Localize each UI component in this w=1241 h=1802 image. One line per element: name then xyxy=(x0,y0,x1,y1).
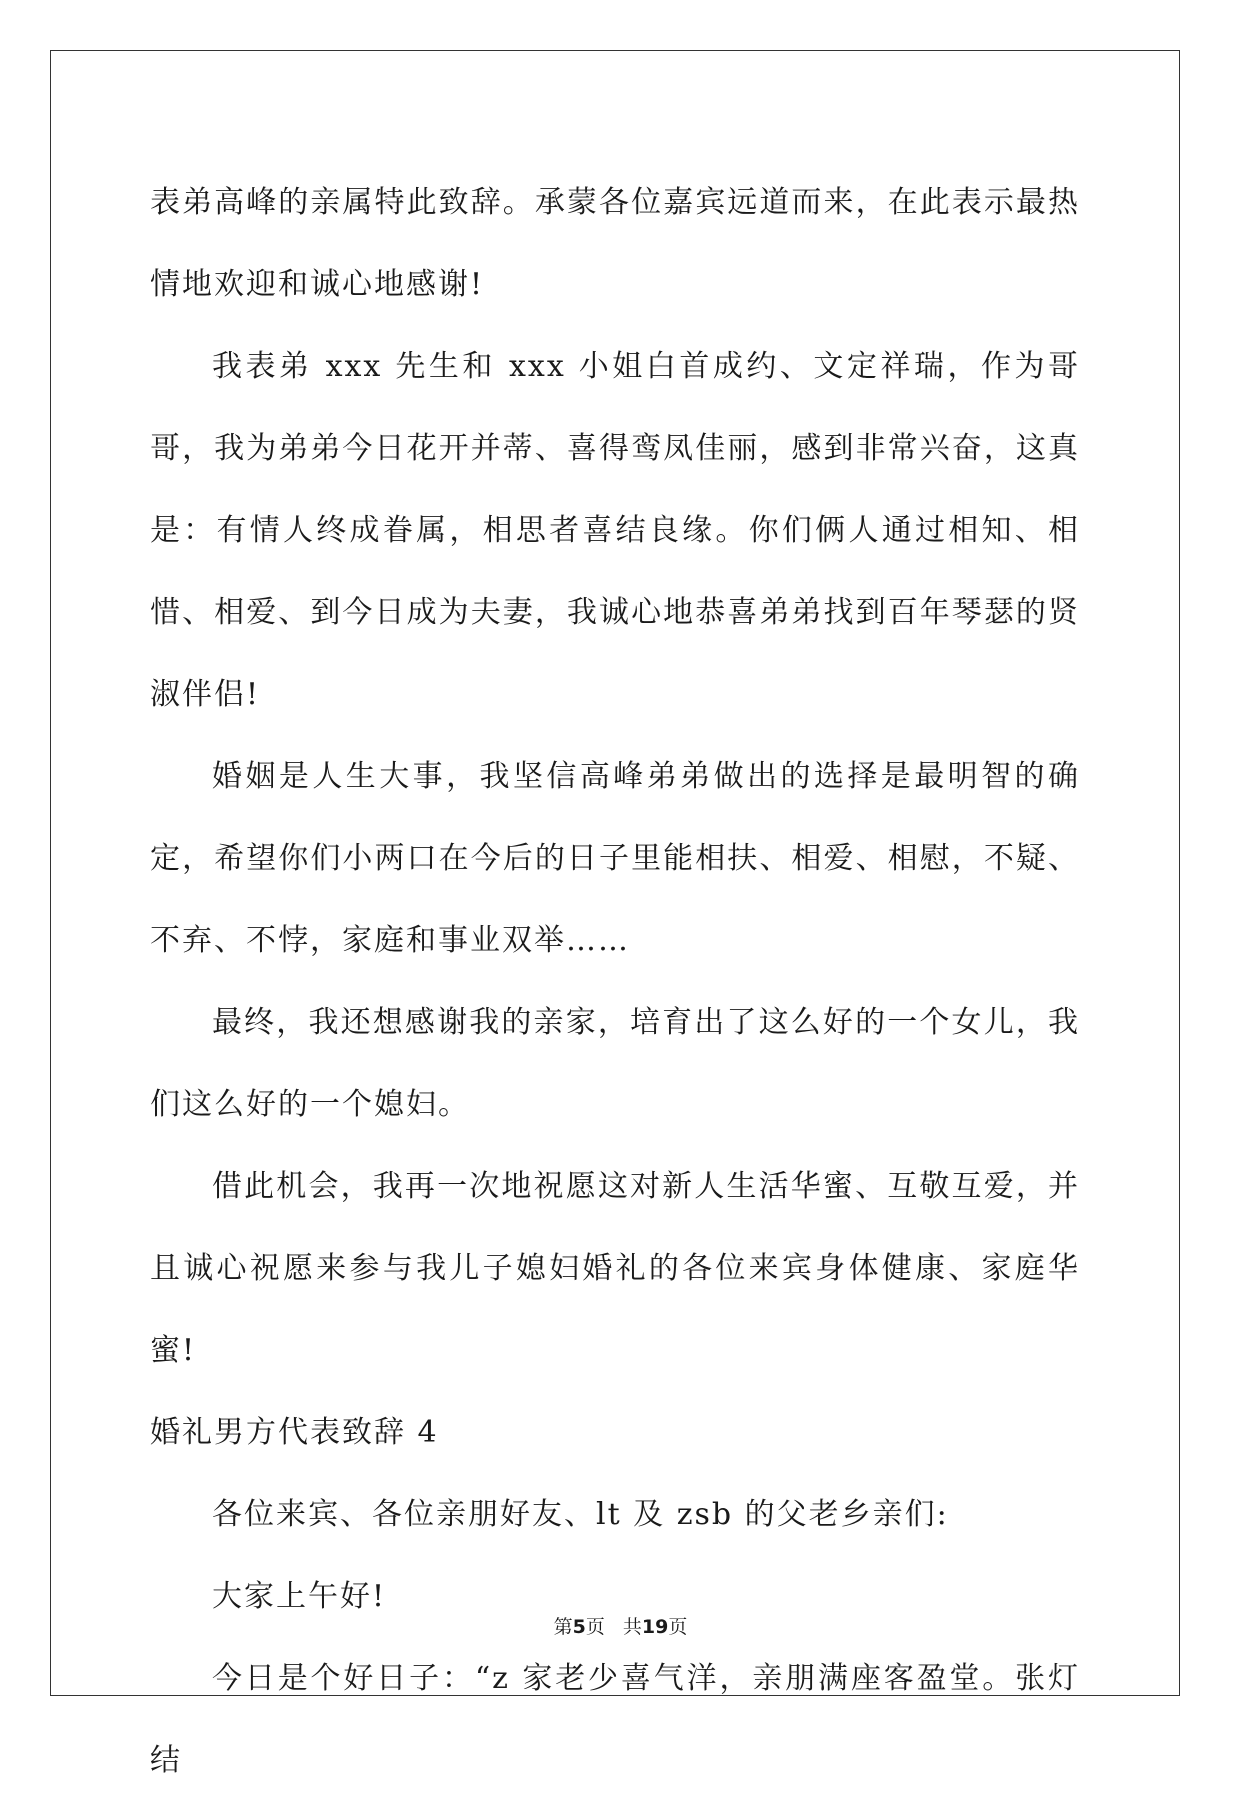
footer-total-suffix: 页 xyxy=(668,1616,688,1638)
footer-total-prefix: 共 xyxy=(622,1616,642,1638)
paragraph-opening: 今日是个好日子：“z 家老少喜气洋，亲朋满座客盈堂。张灯结 xyxy=(150,1661,1080,1778)
paragraph-3: 婚姻是人生大事，我坚信高峰弟弟做出的选择是最明智的确定，希望你们小两口在今后的日子里能相扶、相爱、相慰，不疑、不弃、不悖，家庭和事业双举…… xyxy=(150,759,1080,958)
paragraph-greeting-audience: 各位来宾、各位亲朋好友、lt 及 zsb 的父老乡亲们: xyxy=(212,1497,949,1532)
section-heading: 婚礼男方代表致辞 4 xyxy=(150,1415,439,1450)
page-footer xyxy=(0,1612,1241,1639)
document-body xyxy=(150,162,1080,1802)
footer-prefix: 第 xyxy=(553,1616,573,1638)
paragraph-greeting-morning: 大家上午好! xyxy=(212,1579,387,1614)
footer-total-pages: 19 xyxy=(641,1616,669,1638)
paragraph-1: 表弟高峰的亲属特此致辞。承蒙各位嘉宾远道而来，在此表示最热情地欢迎和诚心地感谢! xyxy=(150,185,1080,302)
footer-page-suffix: 页 xyxy=(585,1616,605,1638)
paragraph-2: 我表弟 xxx 先生和 xxx 小姐白首成约、文定祥瑞，作为哥哥，我为弟弟今日花开并蒂、喜得鸾凤佳丽，感到非常兴奋，这真是：有情人终成眷属，相思者喜结良缘。你们俩人通过相知、相惜、相爱、到今日成为夫妻，我诚心地恭喜弟弟找到百年琴瑟的贤淑伴侣! xyxy=(150,349,1080,712)
paragraph-5: 借此机会，我再一次地祝愿这对新人生活华蜜、互敬互爱，并且诚心祝愿来参与我儿子媳妇婚礼的各位来宾身体健康、家庭华蜜! xyxy=(150,1169,1080,1368)
paragraph-4: 最终，我还想感谢我的亲家，培育出了这么好的一个女儿，我们这么好的一个媳妇。 xyxy=(150,1005,1080,1122)
footer-page-number: 5 xyxy=(572,1616,586,1638)
